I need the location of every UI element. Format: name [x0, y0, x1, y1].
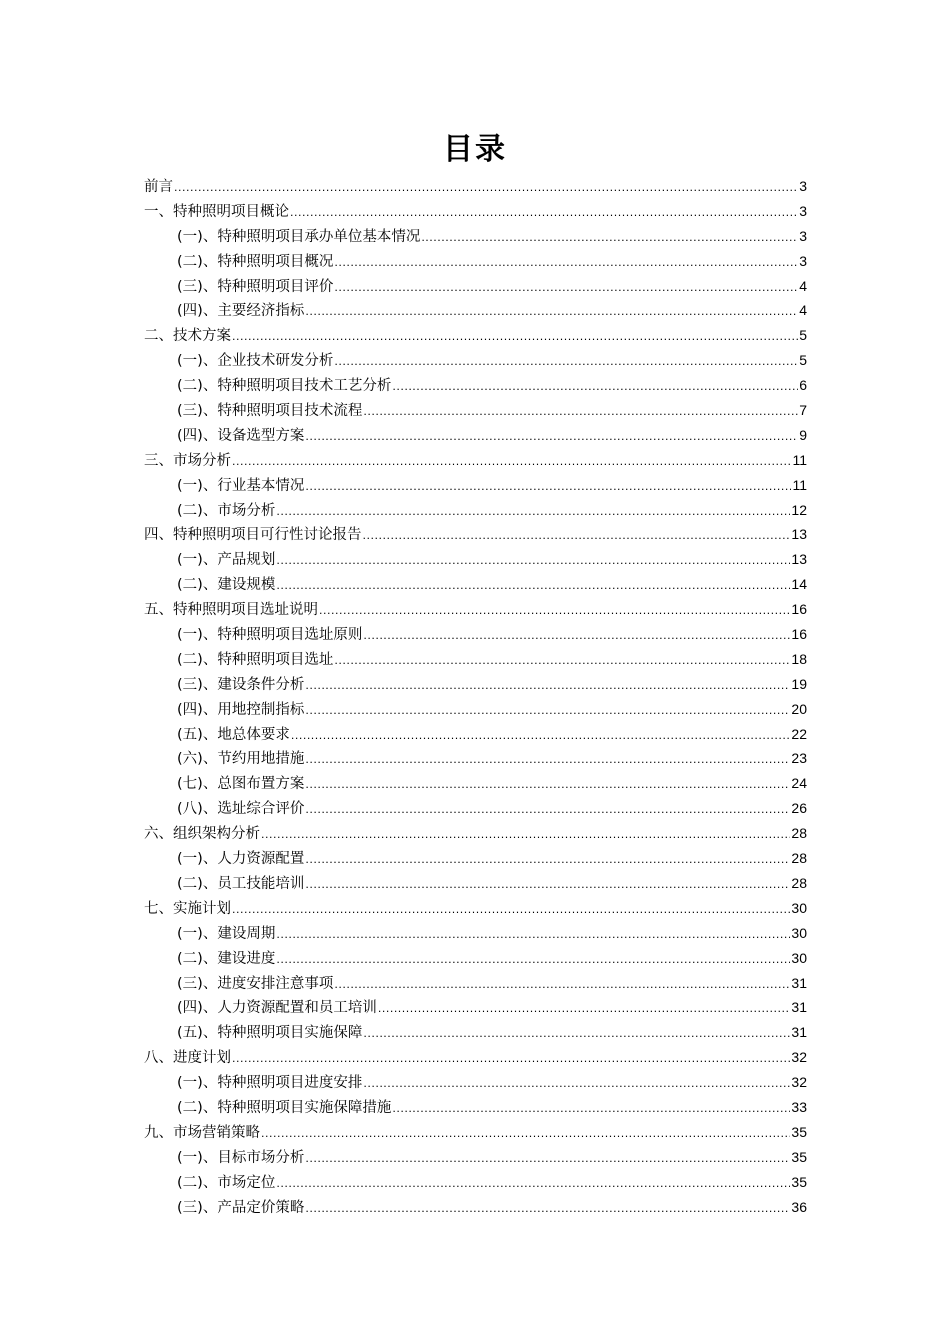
toc-entry[interactable] — [144, 348, 807, 373]
toc-dot-leader — [305, 848, 790, 873]
toc-entry[interactable] — [144, 921, 807, 946]
toc-entry-page-number: 5 — [799, 352, 807, 369]
toc-title: 目录 — [443, 132, 507, 167]
toc-entry-page-number: 16 — [791, 626, 807, 643]
toc-entry-label: (四)、主要经济指标 — [177, 303, 305, 320]
toc-entry[interactable] — [144, 746, 807, 771]
toc-dot-leader — [276, 574, 790, 599]
toc-entry-page-number: 16 — [791, 601, 807, 618]
toc-entry-page-number: 3 — [799, 252, 807, 269]
toc-entry-page-number: 5 — [799, 327, 807, 344]
toc-entry-page-number: 35 — [791, 1173, 807, 1190]
toc-entry-label: (三)、特种照明项目技术流程 — [177, 403, 363, 420]
toc-entry-label: (一)、人力资源配置 — [177, 851, 305, 868]
toc-entry-label: (一)、特种照明项目选址原则 — [177, 627, 363, 644]
toc-entry[interactable] — [144, 1120, 807, 1145]
toc-dot-leader — [334, 649, 790, 674]
toc-entry-label: (一)、特种照明项目承办单位基本情况 — [177, 228, 421, 245]
toc-dot-leader — [261, 823, 790, 848]
toc-entry-label: 三、市场分析 — [144, 452, 231, 469]
toc-entry[interactable] — [144, 498, 807, 523]
toc-entry-page-number: 35 — [791, 1123, 807, 1140]
toc-dot-leader — [378, 997, 791, 1022]
toc-dot-leader — [291, 724, 791, 749]
toc-dot-leader — [276, 500, 790, 525]
toc-entry-label: (二)、建设进度 — [177, 950, 276, 967]
toc-entry[interactable] — [144, 522, 807, 547]
toc-dot-leader — [305, 300, 798, 325]
toc-entry[interactable] — [144, 1020, 807, 1045]
toc-entry-page-number: 30 — [791, 924, 807, 941]
toc-entry-page-number: 31 — [791, 974, 807, 991]
toc-entry-label: 八、进度计划 — [144, 1050, 231, 1067]
toc-entry[interactable] — [144, 971, 807, 996]
toc-entry-page-number: 13 — [791, 551, 807, 568]
toc-dot-leader — [305, 1147, 790, 1172]
toc-dot-leader — [305, 699, 790, 724]
toc-entry-label: (一)、企业技术研发分析 — [177, 353, 334, 370]
toc-entry-label: 五、特种照明项目选址说明 — [144, 602, 318, 619]
toc-entry-page-number: 13 — [791, 526, 807, 543]
toc-dot-leader — [232, 898, 790, 923]
toc-entry-page-number: 31 — [791, 999, 807, 1016]
toc-entry-label: 七、实施计划 — [144, 900, 231, 917]
toc-entry-label: (七)、总图布置方案 — [177, 776, 305, 793]
toc-dot-leader — [232, 450, 791, 475]
toc-entry-label: 一、特种照明项目概论 — [144, 203, 289, 220]
toc-entry-page-number: 35 — [791, 1148, 807, 1165]
toc-dot-leader — [392, 375, 798, 400]
toc-entry-page-number: 32 — [791, 1074, 807, 1091]
toc-dot-leader — [334, 276, 798, 301]
toc-dot-leader — [334, 251, 798, 276]
toc-entry-page-number: 31 — [791, 1024, 807, 1041]
toc-entry[interactable] — [144, 1070, 807, 1095]
toc-entry[interactable] — [144, 771, 807, 796]
toc-entry[interactable] — [144, 249, 807, 274]
toc-entry-label: (一)、建设周期 — [177, 925, 276, 942]
toc-dot-leader — [232, 1047, 790, 1072]
toc-entry[interactable] — [144, 597, 807, 622]
toc-dot-leader — [363, 1022, 790, 1047]
toc-dot-leader — [290, 201, 798, 226]
toc-entry-label: 前言 — [144, 179, 173, 195]
toc-entry[interactable] — [144, 547, 807, 572]
toc-entry-label: 九、市场营销策略 — [144, 1124, 260, 1141]
toc-entry-label: 二、技术方案 — [144, 328, 231, 345]
toc-dot-leader — [305, 674, 790, 699]
toc-entry[interactable] — [144, 298, 807, 323]
toc-dot-leader — [319, 599, 790, 624]
toc-entry[interactable] — [144, 1195, 807, 1220]
toc-dot-leader — [174, 176, 798, 201]
toc-entry-label: (四)、人力资源配置和员工培训 — [177, 1000, 377, 1017]
toc-entry-page-number: 18 — [791, 650, 807, 667]
toc-entry-label: (一)、产品规划 — [177, 552, 276, 569]
toc-entry[interactable] — [144, 821, 807, 846]
toc-entry-page-number: 9 — [799, 426, 807, 443]
toc-entry-page-number: 19 — [791, 675, 807, 692]
toc-entry-page-number: 33 — [791, 1098, 807, 1115]
toc-dot-leader — [232, 325, 798, 350]
toc-entry-page-number: 36 — [791, 1198, 807, 1215]
toc-dot-leader — [305, 798, 790, 823]
toc-entry-page-number: 30 — [791, 899, 807, 916]
toc-list — [144, 174, 807, 1219]
toc-entry-page-number: 4 — [799, 302, 807, 319]
toc-dot-leader — [305, 773, 790, 798]
toc-entry[interactable] — [144, 274, 807, 299]
toc-entry-page-number: 4 — [799, 277, 807, 294]
toc-dot-leader — [305, 873, 790, 898]
toc-entry-label: (二)、建设规模 — [177, 577, 276, 594]
toc-entry-page-number: 24 — [791, 775, 807, 792]
toc-entry-page-number: 20 — [791, 700, 807, 717]
toc-entry-label: (五)、地总体要求 — [177, 726, 290, 743]
toc-dot-leader — [363, 1072, 790, 1097]
toc-entry-label: (一)、目标市场分析 — [177, 1149, 305, 1166]
toc-dot-leader — [305, 425, 798, 450]
toc-entry[interactable] — [144, 572, 807, 597]
toc-entry[interactable] — [144, 1045, 807, 1070]
toc-entry-label: (五)、特种照明项目实施保障 — [177, 1025, 363, 1042]
toc-entry-label: (一)、行业基本情况 — [177, 477, 305, 494]
toc-entry[interactable] — [144, 1095, 807, 1120]
toc-entry[interactable] — [144, 846, 807, 871]
toc-entry-label: (六)、节约用地措施 — [177, 751, 305, 768]
toc-dot-leader — [305, 475, 791, 500]
toc-entry-label: (二)、特种照明项目概况 — [177, 253, 334, 270]
toc-entry-label: (四)、用地控制指标 — [177, 701, 305, 718]
toc-entry-label: (三)、产品定价策略 — [177, 1199, 305, 1216]
toc-entry[interactable] — [144, 995, 807, 1020]
toc-entry-label: 六、组织架构分析 — [144, 826, 260, 843]
toc-entry-page-number: 30 — [791, 949, 807, 966]
toc-dot-leader — [305, 1197, 790, 1222]
toc-dot-leader — [261, 1122, 790, 1147]
toc-dot-leader — [363, 524, 791, 549]
toc-entry-page-number: 22 — [791, 725, 807, 742]
toc-entry[interactable] — [144, 896, 807, 921]
toc-entry-label: (八)、选址综合评价 — [177, 801, 305, 818]
toc-entry-page-number: 3 — [799, 202, 807, 219]
toc-dot-leader — [305, 748, 790, 773]
toc-dot-leader — [421, 226, 798, 251]
toc-entry[interactable] — [144, 1145, 807, 1170]
toc-entry-label: (三)、进度安排注意事项 — [177, 975, 334, 992]
toc-entry-label: (二)、市场分析 — [177, 502, 276, 519]
toc-entry[interactable] — [144, 672, 807, 697]
toc-entry-page-number: 32 — [791, 1049, 807, 1066]
toc-entry[interactable] — [144, 697, 807, 722]
toc-dot-leader — [363, 400, 798, 425]
toc-entry[interactable] — [144, 1170, 807, 1195]
toc-entry[interactable] — [144, 373, 807, 398]
toc-entry-page-number: 6 — [799, 377, 807, 394]
toc-dot-leader — [334, 350, 798, 375]
toc-entry[interactable] — [144, 398, 807, 423]
toc-entry-label: (三)、建设条件分析 — [177, 676, 305, 693]
toc-entry[interactable] — [144, 423, 807, 448]
toc-entry[interactable] — [144, 871, 807, 896]
toc-entry-label: (三)、特种照明项目评价 — [177, 278, 334, 295]
toc-entry[interactable] — [144, 174, 807, 199]
toc-entry-label: (二)、员工技能培训 — [177, 875, 305, 892]
toc-entry[interactable] — [144, 647, 807, 672]
toc-dot-leader — [392, 1097, 790, 1122]
toc-entry-page-number: 28 — [791, 874, 807, 891]
toc-entry-label: (四)、设备选型方案 — [177, 427, 305, 444]
toc-entry-page-number: 3 — [799, 178, 807, 194]
toc-entry-page-number: 11 — [792, 451, 807, 468]
toc-entry[interactable] — [144, 448, 807, 473]
toc-entry-page-number: 14 — [791, 576, 807, 593]
toc-entry-label: (二)、市场定位 — [177, 1174, 276, 1191]
toc-entry-page-number: 11 — [792, 476, 807, 493]
toc-entry-label: (二)、特种照明项目选址 — [177, 651, 334, 668]
toc-entry[interactable] — [144, 796, 807, 821]
toc-dot-leader — [334, 973, 790, 998]
toc-entry[interactable] — [144, 946, 807, 971]
toc-entry-page-number: 23 — [791, 750, 807, 767]
toc-dot-leader — [276, 948, 790, 973]
toc-entry-label: (二)、特种照明项目实施保障措施 — [177, 1099, 392, 1116]
toc-entry-page-number: 12 — [791, 501, 807, 518]
toc-entry-label: (一)、特种照明项目进度安排 — [177, 1075, 363, 1092]
toc-dot-leader — [363, 624, 790, 649]
toc-entry-label: (二)、特种照明项目技术工艺分析 — [177, 378, 392, 395]
toc-entry-page-number: 7 — [799, 402, 807, 419]
toc-entry[interactable] — [144, 199, 807, 224]
toc-entry[interactable] — [144, 224, 807, 249]
toc-entry-label: 四、特种照明项目可行性讨论报告 — [144, 527, 362, 544]
toc-entry[interactable] — [144, 622, 807, 647]
toc-entry-page-number: 28 — [791, 850, 807, 867]
toc-entry-page-number: 3 — [799, 227, 807, 244]
toc-dot-leader — [276, 549, 790, 574]
toc-dot-leader — [276, 923, 790, 948]
toc-entry[interactable] — [144, 323, 807, 348]
toc-dot-leader — [276, 1172, 790, 1197]
toc-entry[interactable] — [144, 473, 807, 498]
toc-entry-page-number: 26 — [791, 800, 807, 817]
toc-entry[interactable] — [144, 722, 807, 747]
toc-entry-page-number: 28 — [791, 825, 807, 842]
